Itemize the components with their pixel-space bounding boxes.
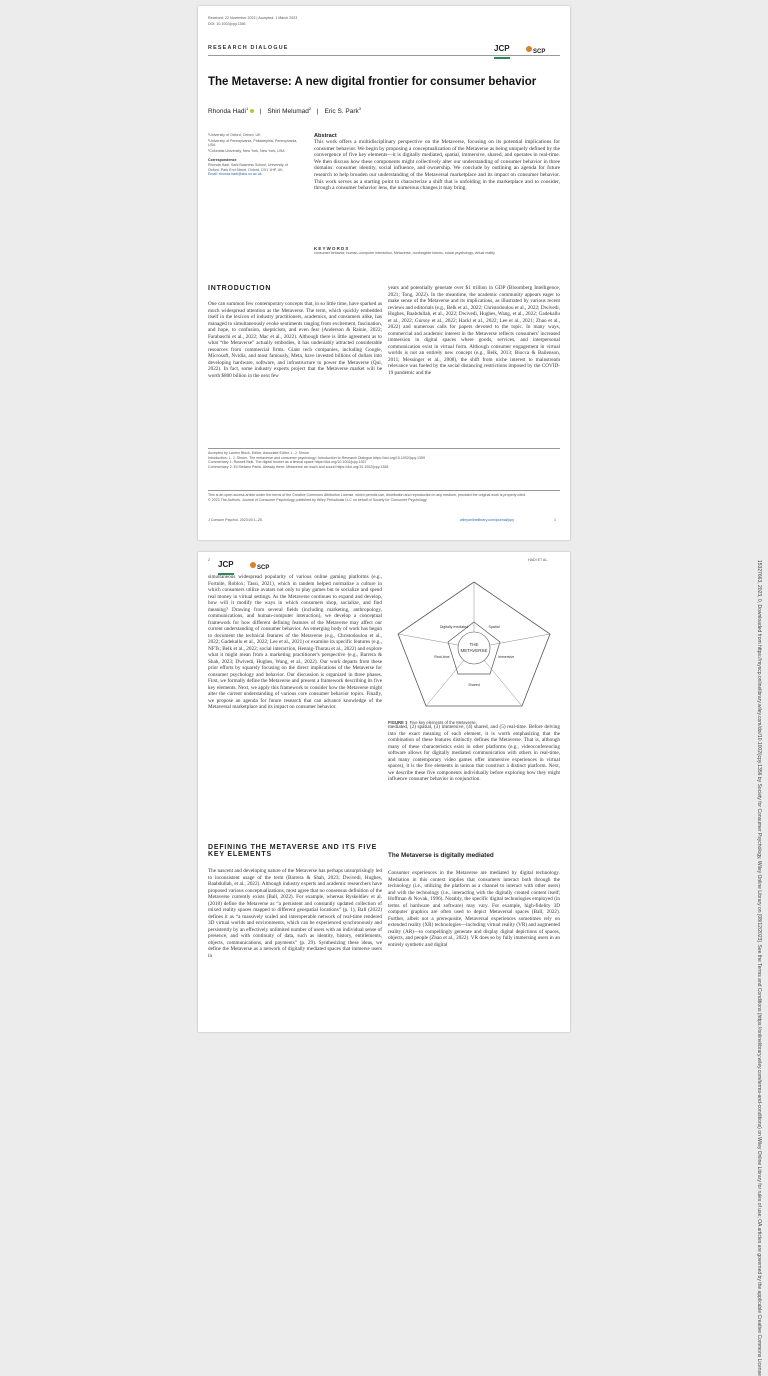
pentagon-diagram bbox=[388, 574, 560, 714]
section-heading: DEFINING THE METAVERSE AND ITS FIVE KEY ELEMENTS bbox=[208, 844, 378, 858]
license-text bbox=[208, 493, 560, 502]
page-number: 2 bbox=[208, 558, 210, 562]
figure-label-real-time: Real-time bbox=[434, 655, 450, 659]
affiliation-2: ²University of Pennsylvania, Philadelphia, Pennsylvania, USA bbox=[208, 138, 298, 148]
download-side-note bbox=[728, 560, 768, 1376]
page-1 bbox=[198, 6, 570, 540]
author-2[interactable]: Shiri Melumad bbox=[267, 108, 309, 116]
figure-1 bbox=[388, 574, 560, 725]
sub-heading: The Metaverse is digitally mediated bbox=[388, 852, 494, 859]
affiliation-3: ³Columbia University, New York, New York, USA bbox=[208, 148, 285, 153]
figure-caption: FIGURE 1 Five key elements of the Metaverse. bbox=[388, 720, 477, 725]
journal-logo: JCP bbox=[218, 554, 234, 575]
editorial-notes bbox=[208, 451, 560, 469]
figure-label-shared: Shared bbox=[468, 683, 480, 687]
affiliation-1: ¹University of Oxford, Oxford, UK bbox=[208, 133, 261, 137]
figure-label-spatial: Spatial bbox=[488, 625, 500, 629]
orcid-icon[interactable] bbox=[250, 109, 254, 113]
page-2 bbox=[198, 552, 570, 1032]
author-3[interactable]: Eric S. Park bbox=[324, 108, 359, 116]
journal-logo: JCP bbox=[494, 38, 510, 59]
correspondence-label: Correspondence bbox=[208, 158, 237, 163]
page-number: 1 bbox=[554, 518, 556, 522]
author-line: Rhonda Hadi$^1$ | Shiri Melumad$^2$ | Eric S. Park$^3$ bbox=[208, 106, 361, 116]
license: This is an open access article under the terms of the Creative Commons Attribution License, which permits use, distribution and reproduction in any medium, provided the original work is properly cited. bbox=[208, 493, 527, 497]
note-2[interactable]: Introduction: L. J. Shrum. The metaverse and consumer psychology: Introduction to Research Dialogue https://doi.org/10.1002/jcpy.1359 bbox=[208, 455, 426, 460]
figure-label-immersive: Immersive bbox=[497, 655, 515, 659]
doi-line: DOI: 10.1002/jcpy.1356 bbox=[208, 22, 246, 26]
footer-citation: J Consum Psychol. 2023;00:1–25. bbox=[208, 518, 263, 522]
keywords-text: consumer behavior, human–computer interaction, Metaverse, nonfungible tokens, social psychology, virtual reality bbox=[314, 251, 495, 255]
sub-body: Consumer experiences in the Metaverse are mediated by digital technology. Mediation in this context implies that consumers interact both through the technology (i.e., utilizing the platform as a channel to interact with other users) and with the technology (i.e., interacting with the digitally created content itself; Hoffman & Novak, 1996). Notably, the specific digital technologies employed (in terms of hardware and software) may vary. For example, high-fidelity 3D computer graphics are often used to depict Metaversal spaces (Ball, 2022). Further, albeit not a prerequisite, Metaversal experiences sometimes rely on extended reality (XR) technologies—including virtual reality (VR) and augmented reality (AR)—to compellingly generate and display digital depictions of spaces, objects, and people (Zhao et al., 2022). VR does so by fully immersing users in an entirely synthetic and digital bbox=[388, 870, 560, 948]
scp-logo-dot bbox=[526, 46, 532, 52]
intro-left-column: One can summon few contemporary concepts that, in so little time, have sparked as much widespread attention as the Metaverse. The term, which quickly embedded itself in the lexicon of industry practitioners, academics, and consumers alike, has managed to simultaneously evoke sentiments ranging from excitement, fascination, and hope, to confusion, skepticism, and even fear (Anderson & Rainie, 2022; Farabaschi et al., 2022; Mac et al., 2022). Although there is little agreement as to what “the Metaverse” actually embodies, it has undeniably attracted considerable resources from commercial firms. Giant tech companies, including Google, Microsoft, Nvidia, and most famously, Meta, have invested billions of dollars into developing hardware, software, and infrastructure to power the Metaverse (Qui, 2022). In fact, some industry experts project that the Metaverse market will be worth $800 billion in the next few bbox=[208, 301, 382, 379]
abstract-block bbox=[314, 133, 560, 192]
copyright: © 2023 The Authors. Journal of Consumer Psychology published by Wiley Periodicals LLC on behalf of Society for Consumer Psychology. bbox=[208, 497, 428, 502]
article-title: The Metaverse: A new digital frontier for consumer behavior bbox=[208, 76, 537, 88]
note-1: Accepted by Lauren Block, Editor; Associate Editor, L. J. Shrum bbox=[208, 451, 310, 455]
section-body: The nascent and developing nature of the Metaverse has perhaps unsurprisingly led to inconsistent usage of the term (Barrera & Shah, 2023; Dwivedi, Hughes, Baabdullah, et al., 2022). Although industry experts and academic researchers have proposed various conceptualizations, most agree that no consensus definition of the Metaverse currently exists (Ball, 2022). For example, whereas Ryskeldiev et al. (2018) define the Metaverse as “a persistent and constantly updated collection of mixed reality spaces mapped to different geospatial locations” (p. 1), Ball (2022) defines it as “a massively scaled and interoperable network of real-time rendered 3D virtual worlds and environments, which can be experienced synchronously and persistently by an effectively unlimited number of users with an individual sense of presence, and with continuity of data, such as identity, history, entitlements, objects, communications, and payments” (p. 29). Synthesizing these ideas, we define the Metaverse as a network of digitally mediated spaces that immerse users in bbox=[208, 868, 382, 959]
keywords-block bbox=[314, 246, 560, 256]
figure-center-line1: THE bbox=[469, 642, 479, 647]
section-label: RESEARCH DIALOGUE bbox=[208, 45, 289, 51]
scp-logo-dot bbox=[250, 562, 256, 568]
note-4[interactable]: Commentary 2: Eli Stefano Parisi. Already there: Metaverse as reach and sound https://doi.org/10.1002/jcpy.1358 bbox=[208, 464, 389, 469]
abstract-text: This work offers a multidisciplinary perspective on the Metaverse, focusing on its potential implications for consumer behavior. We begin by proposing a conceptualization of the Metaverse as being uniquely defined by the convergence of five key elements—it is digitally mediated, spatial, immersive, shared, and operates in real-time. We then discuss how these components might collectively alter our understanding of consumer behavior in three domains: consumer identity, social influence, and ownership. We conclude by outlining an agenda for future research to help broaden our understanding of the Metaversal marketplace and its impact on consumer behavior. This work serves as a starting point to characterize a shift that is unfolding in the marketplace and to consider, through a consumer behavior lens, the numerous changes it may bring. bbox=[314, 139, 560, 192]
received-line: Received: 22 November 2022 | Accepted: 1 March 2023 bbox=[208, 16, 298, 20]
author-1[interactable]: Rhonda Hadi bbox=[208, 108, 246, 116]
intro-right-column: years and potentially generate over $1 trillion in GDP (Bloomberg Intelligence, 2021; Tong, 2022). In the meantime, the academic community appears eager to make sense of the Metaverse and its implications, as illustrated by various recent reviews and editorials (e.g., Belk et al., 2022; Christodoulou et al., 2022; Dwivedi, Hughes, Baabdullah, et al., 2022; Dwivedi, Hughes, Wang, et al., 2022; Gadekallu et al., 2022; Gursoy et al., 2022; Hackl et al., 2022; Lee et al., 2021; Zhao et al., 2022) and numerous calls for papers devoted to the topic. In many ways, commercial and academic interest in the Metaverse reflects consumers' increased immersion in digital spaces where goods, services, and interpersonal communication exist in virtual form. Although consumer engagement in virtual worlds is not an entirely new concept (e.g., Belk, 2013; Biocca & Bailenson, 2011; Messinger et al., 2008), the shift from niche interest to mainstream relevance was fueled by the social distancing restrictions imposed by the COVID-19 pandemic and the bbox=[388, 285, 560, 376]
right-column-text: mediated, (2) spatial, (3) immersive, (4) shared, and (5) real-time. Before delving into the exact meaning of each element, it is worth emphasizing that the combination of these features distinctly defines the Metaverse. That is, although many of these characteristics exist in other platforms (e.g., videoconferencing software allows for digitally mediated communication with others in real-time, and many contemporary video games offer immersive experiences in virtual spaces), it is the five elements in unison that construct a distinct platform. Next, we describe these five components individually before exploring how they might influence consumer behavior in conjunction. bbox=[388, 724, 560, 782]
intro-heading: INTRODUCTION bbox=[208, 285, 272, 292]
footer-journal-link[interactable]: wileyonlinelibrary.com/journal/jcpy bbox=[460, 518, 515, 522]
running-head: HADI ET AL. bbox=[528, 558, 549, 562]
abstract-heading: Abstract bbox=[314, 133, 337, 139]
left-column-text: simultaneous widespread popularity of various online gaming platforms (e.g., Fortnite, Roblox; Tassi, 2021), which in tandem helped normalize a culture in which consumers utilize avatars not only to play games but to socialize and spend real money in virtual settings. As the Metaverse continues to expand and develop, how will it modify the ways in which consumers shop, socialize, and find meaning? Drawing from several fields (including marketing, anthropology, communications, and human-computer interaction), we develop a conceptual framework for how different defining features of the Metaverse may affect our current understanding of consumer behavior. An emerging body of work has begun to document the technical features of the Metaverse (e.g., Christodoulou et al., 2022; Gadekallu et al., 2022; Lee et al., 2021) or examine its specific features (e.g., NFTs; Belk et al., 2022; social interaction, Hennig-Thurau et al., 2022) and explore what it might mean from a marketing practitioner's perspective (e.g., Barrera & Shah, 2023; Dwivedi, Hughes, Wang, et al., 2022). Our work departs from these prior efforts by squarely focusing on the direct implications of the Metaverse for consumer psychology and behavior. Our discussion is organized in three phases. First, we formally define the Metaverse and present a framework describing its five key elements. Next, we apply this framework to consider how the Metaverse might alter the current understanding of various core consumer behavior topics. Finally, we propose an agenda for future research that can advance knowledge of the Metaversal marketplace and its impact on consumer behavior. bbox=[208, 574, 382, 710]
correspondence-text: Rhonda Hadi, Saïd Business School, University of Oxford, Park End Street, Oxford, OX1 1HP, UK. bbox=[208, 162, 288, 172]
side-note-text[interactable]: 15327663, 2023, 0, Downloaded from https://myscp.onlinelibrary.wiley.com/doi/10.1002/jcpy.1356 by Society for Consumer Psychology, Wiley Online Library on [08/12/2023]. See the Terms and Conditions (https://onlinelibrary.wiley.com/terms-and-conditions) on Wiley Online Library for rules of use; OA articles are governed by the applicable Creative Commons License bbox=[756, 560, 762, 1376]
society-logo: SCP bbox=[526, 40, 545, 58]
figure-center-line2: METAVERSE bbox=[460, 648, 488, 653]
correspondence-email[interactable]: Email: rhonda.hadi@sbs.ox.ac.uk bbox=[208, 172, 262, 177]
keywords-heading: KEYWORDS bbox=[314, 246, 350, 251]
figure-label-digitally-mediated: Digitally mediated bbox=[439, 625, 469, 629]
society-logo: SCP bbox=[250, 556, 269, 574]
affiliations bbox=[208, 133, 300, 177]
note-3[interactable]: Commentary 1: Russell Belk. The digital frontier as a liminal space https://doi.org/10.1002/jcpy.1357 bbox=[208, 460, 367, 465]
